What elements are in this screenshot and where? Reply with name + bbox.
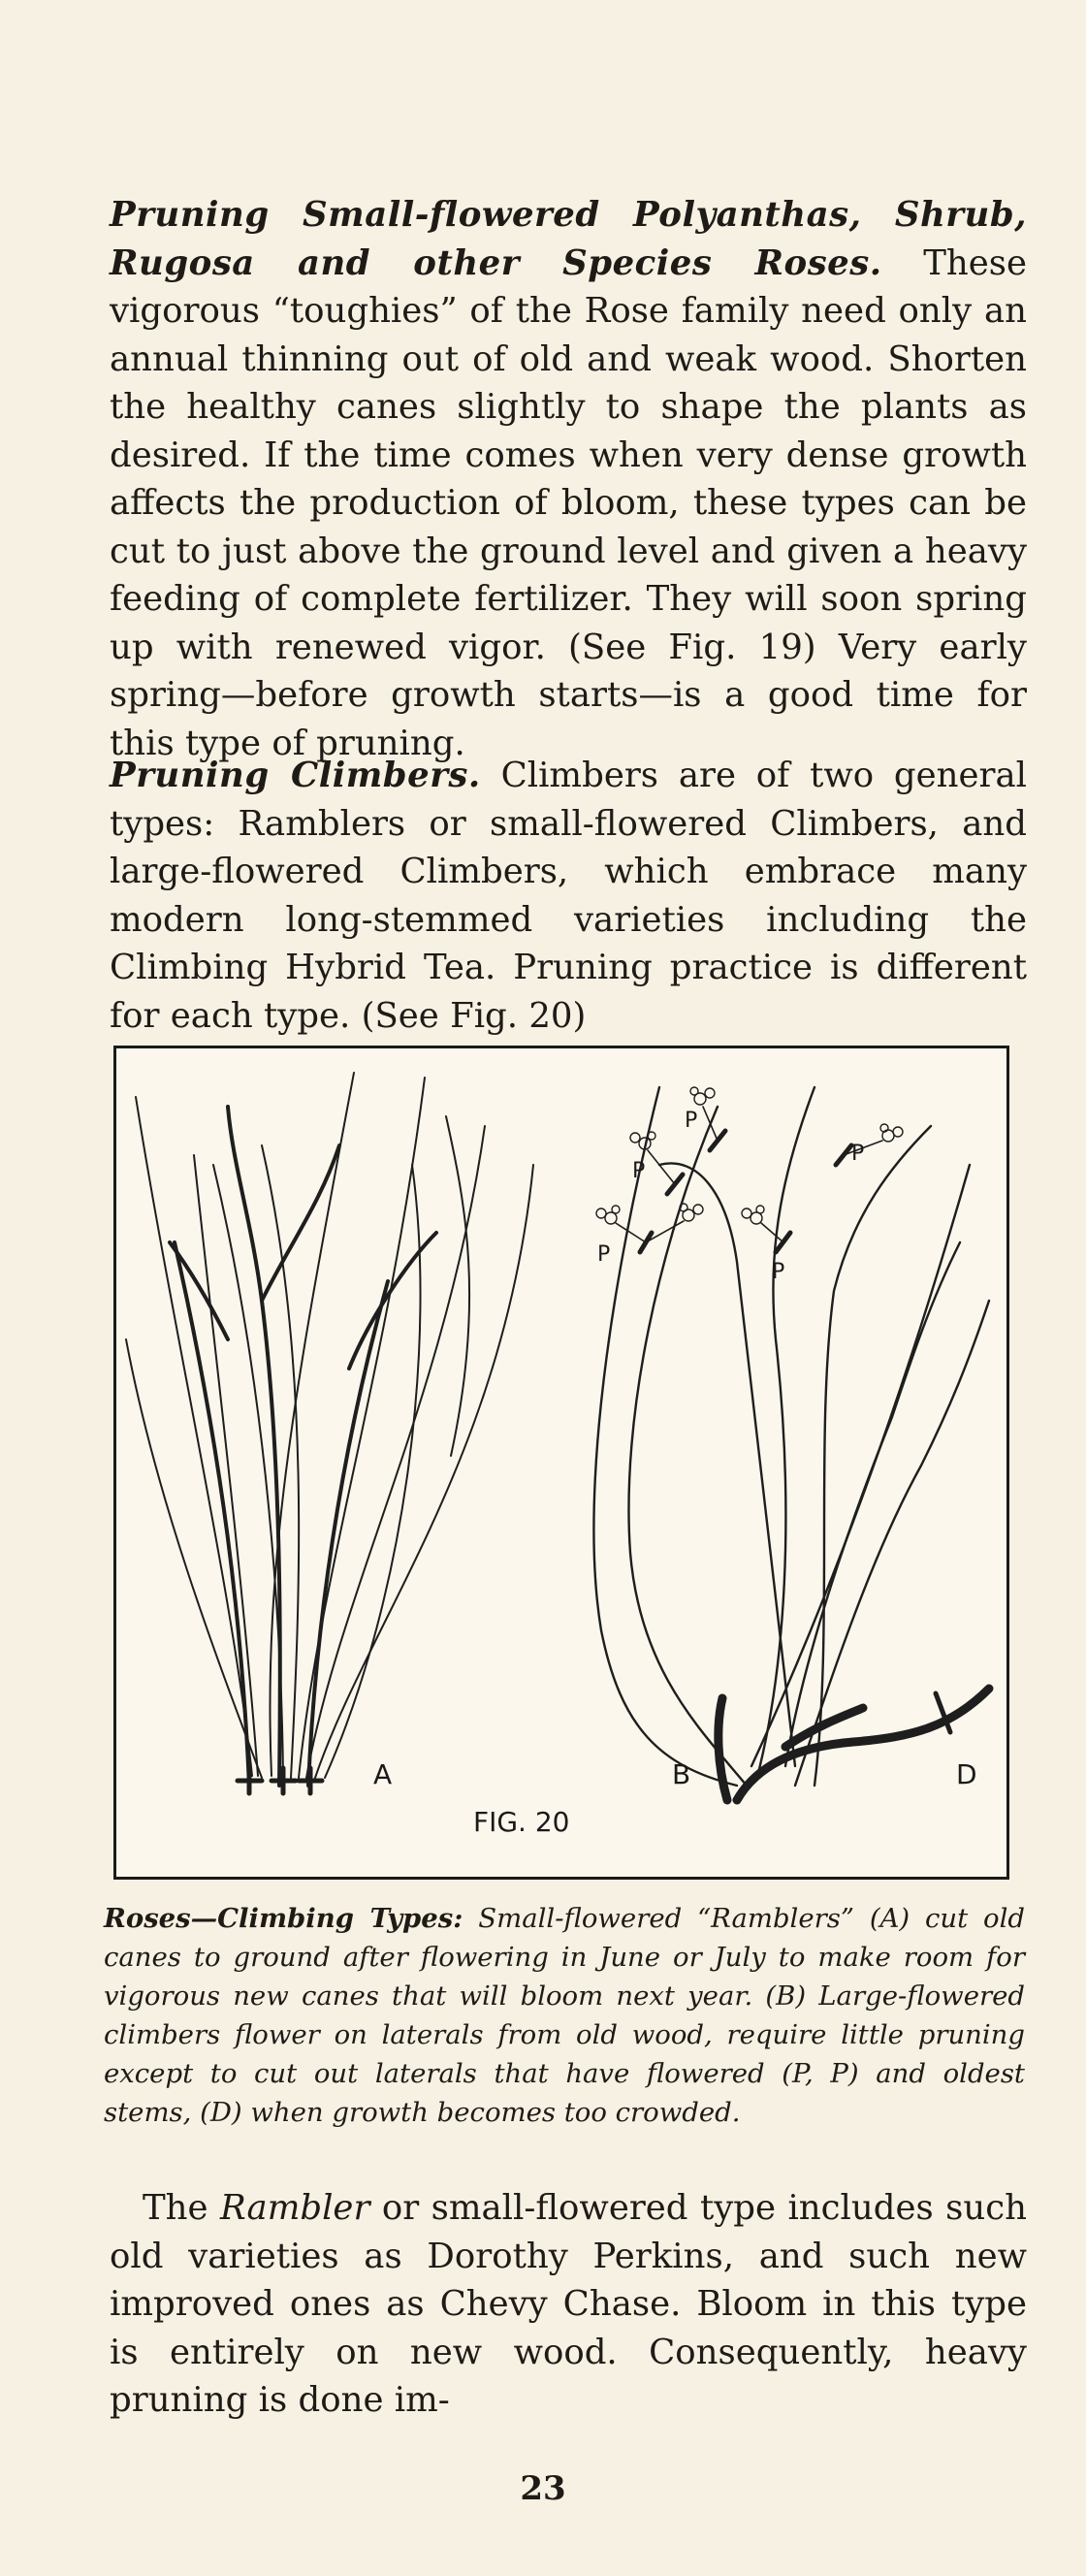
label-a: A (373, 1758, 393, 1790)
label-d: D (956, 1758, 977, 1790)
figure-caption (104, 1899, 1025, 2132)
flowered-laterals (616, 1107, 882, 1242)
rambler-canes-a (126, 1073, 533, 1778)
label-p-1: P (685, 1109, 698, 1133)
climber-canes-b (594, 1087, 990, 1786)
paragraph-pruning-polyanthas (110, 191, 1027, 767)
page-number: 23 (520, 2469, 566, 2508)
heading-pruning-polyanthas: Pruning Small-flowered Polyanthas, Shrub, Rugosa and other Species Roses. (110, 195, 1027, 283)
caption-heading: Roses—Climbing Types: (104, 1903, 463, 1934)
climber-old-wood (719, 1689, 989, 1800)
label-b: B (672, 1758, 691, 1790)
label-p-5: P (851, 1142, 865, 1166)
paragraph-text: Climbers are of two general types: Ramblers or small-flowered Climbers, and large-flowered Climbers, which embrace many modern long-stemmed varieties including the Climbing Hybrid Tea. Pruning practice is different for each type. (See Fig. 20) (110, 756, 1027, 1036)
paragraph-lead: The (143, 2188, 220, 2228)
paragraph-rambler (110, 2184, 1027, 2425)
label-p-4: P (772, 1260, 785, 1284)
paragraph-text: or small-flowered type includes such old varieties as Dorothy Perkins, and such new improved ones as Chevy Chase. Bloom in this type is entirely on new wood. Consequently, heavy pruning is done im- (110, 2188, 1027, 2420)
paragraph-text: These vigorous “toughies” of the Rose family need only an annual thinning out of old and weak wood. Shorten the healthy canes slightly to shape the plants as desired. If the time comes when very dense growth affects the production of bloom, these types can be cut to just above the ground level and given a heavy feeding of complete fertilizer. They will soon spring up with renewed vigor. (See Fig. 19) Very early spring—before growth starts—is a good time for this type of pruning. (110, 242, 1027, 763)
rambler-term: Rambler (219, 2188, 370, 2228)
caption-text: Small-flowered “Ramblers” (A) cut old canes to ground after flowering in June or July to make room for vigorous new canes that will bloom next year. (B) Large-flowered climbers flower on laterals from old wood, require little pruning except to cut out laterals that have flowered (P, P) and oldest stems, (D) when growth becomes too crowded. (104, 1903, 1025, 2128)
figure-20-illustration (113, 1046, 1009, 1880)
label-p-3: P (597, 1242, 611, 1267)
rose-canes-drawing (116, 1048, 1006, 1877)
heading-pruning-climbers: Pruning Climbers. (110, 756, 481, 795)
rambler-old-canes (170, 1107, 436, 1786)
figure-label: FIG. 20 (473, 1806, 570, 1838)
label-p-2: P (632, 1159, 646, 1183)
paragraph-pruning-climbers (110, 752, 1027, 1040)
